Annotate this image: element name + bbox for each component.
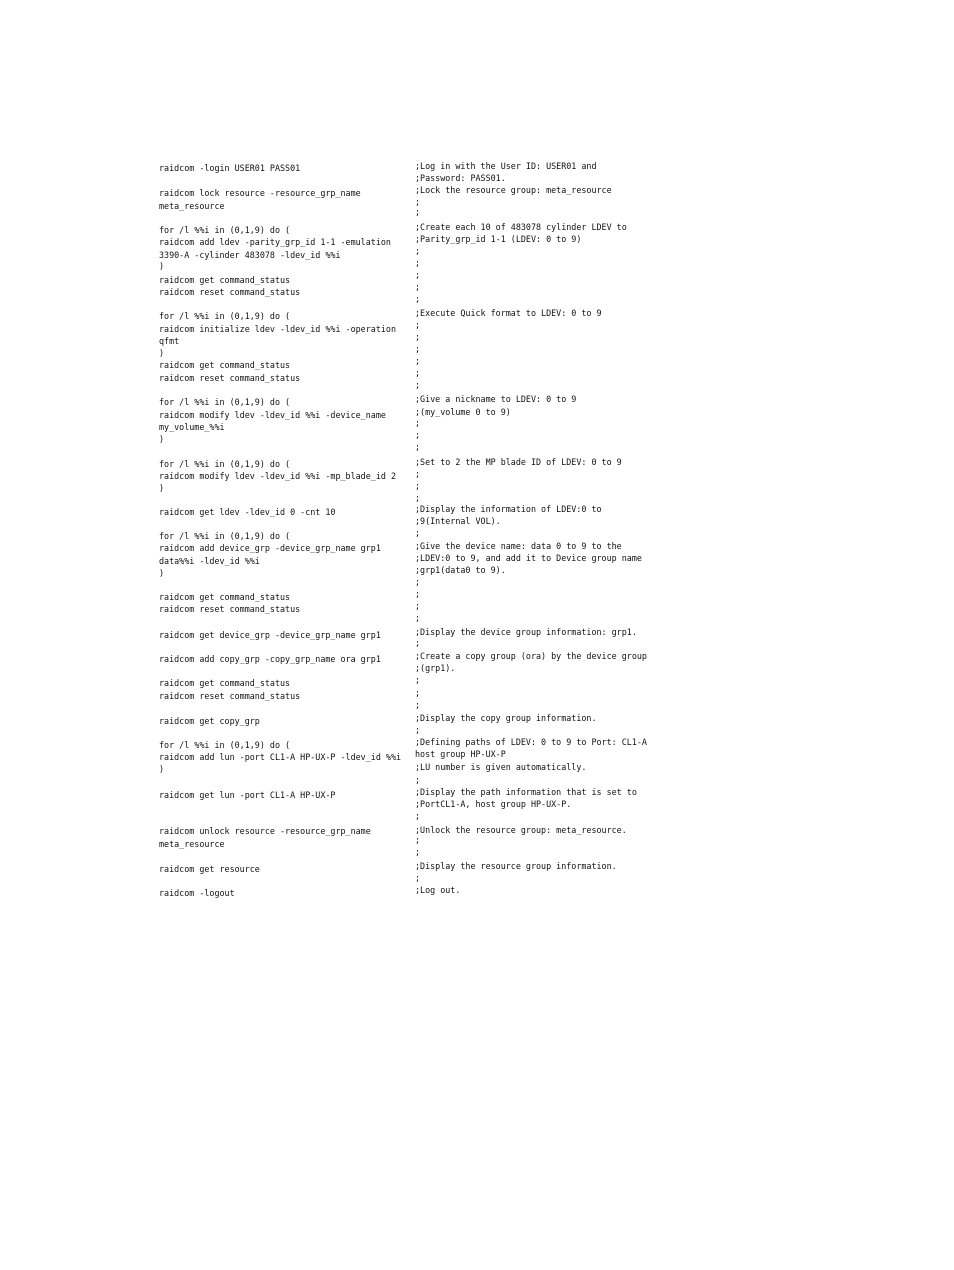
comment-line: ;Display the device group information: grp1. (415, 627, 637, 637)
comment-line: ;Password: PASS01. (415, 173, 506, 183)
script-line: ) (159, 261, 165, 271)
comment-line: ;Execute Quick format to LDEV: 0 to 9 (415, 308, 602, 318)
script-line: raidcom reset command_status (159, 691, 301, 701)
comment-line: ;(grp1). (415, 663, 456, 673)
comment-line: ; (415, 246, 421, 256)
comment-line: ; (415, 430, 421, 440)
comment-line: ; (415, 320, 421, 330)
comment-line: ;Display the information of LDEV:0 to (415, 504, 602, 514)
comment-line: ;Display the path information that is set to (415, 787, 637, 797)
comment-line: ; (415, 811, 421, 821)
comment-line: ; (415, 368, 421, 378)
comment-line: ;LDEV:0 to 9, and add it to Device group name (415, 553, 642, 563)
comment-line: ; (415, 601, 421, 611)
script-line: for /l %%i in (0,1,9) do ( (159, 225, 291, 235)
script-line: raidcom unlock resource -resource_grp_name (159, 826, 371, 836)
comment-line: ; (415, 688, 421, 698)
script-line: ) (159, 434, 165, 444)
script-line: raidcom reset command_status (159, 287, 301, 297)
comment-line: ; (415, 481, 421, 491)
comment-line: ;Defining paths of LDEV: 0 to 9 to Port: CL1-A (415, 737, 647, 747)
script-line: raidcom modify ldev -ldev_id %%i -mp_blade_id 2 (159, 471, 396, 481)
script-line: for /l %%i in (0,1,9) do ( (159, 311, 291, 321)
script-line: raidcom add lun -port CL1-A HP-UX-P -ldev_id %%i (159, 752, 402, 762)
comment-line: ; (415, 725, 421, 735)
comment-line: ;Give the device name: data 0 to 9 to the (415, 541, 622, 551)
comment-line: ;(my_volume 0 to 9) (415, 407, 511, 417)
comment-line: ; (415, 577, 421, 587)
comment-line: ; (415, 332, 421, 342)
script-line: raidcom get command_status (159, 678, 291, 688)
script-line: raidcom initialize ldev -ldev_id %%i -operation (159, 324, 396, 334)
comment-line: ; (415, 356, 421, 366)
comment-line: ;Log out. (415, 885, 461, 895)
comment-line: ; (415, 197, 421, 207)
script-line: my_volume_%%i (159, 422, 225, 432)
script-line: raidcom get ldev -ldev_id 0 -cnt 10 (159, 507, 336, 517)
comment-line: ;Display the copy group information. (415, 713, 597, 723)
script-line: raidcom reset command_status (159, 604, 301, 614)
script-line: raidcom lock resource -resource_grp_name (159, 188, 361, 198)
comment-line: ; (415, 294, 421, 304)
comment-line: ; (415, 418, 421, 428)
comment-line: ;LU number is given automatically. (415, 762, 587, 772)
script-line: raidcom add ldev -parity_grp_id 1-1 -emulation (159, 237, 391, 247)
comment-line: ; (415, 469, 421, 479)
comment-line: ;9(Internal VOL). (415, 516, 501, 526)
comment-line: ; (415, 700, 421, 710)
script-line: ) (159, 568, 165, 578)
comment-line: ; (415, 835, 421, 845)
script-line: data%%i -ldev_id %%i (159, 556, 260, 566)
script-line: ) (159, 348, 165, 358)
script-document (159, 161, 679, 906)
script-line: raidcom -logout (159, 888, 235, 898)
script-line: raidcom get command_status (159, 360, 291, 370)
script-line: raidcom add device_grp -device_grp_name grp1 (159, 543, 381, 553)
comment-line: ;Parity_grp_id 1-1 (LDEV: 0 to 9) (415, 234, 582, 244)
comment-line: ; (415, 270, 421, 280)
script-line: 3390-A -cylinder 483078 -ldev_id %%i (159, 250, 341, 260)
script-line: raidcom modify ldev -ldev_id %%i -device_name (159, 410, 386, 420)
script-line: raidcom get command_status (159, 592, 291, 602)
comment-line: ; (415, 675, 421, 685)
script-line: ) (159, 764, 165, 774)
script-line: qfmt (159, 336, 180, 346)
comment-line: ;Create a copy group (ora) by the device group (415, 651, 647, 661)
comment-line: ; (415, 258, 421, 268)
script-line: for /l %%i in (0,1,9) do ( (159, 459, 291, 469)
comment-line: ; (415, 380, 421, 390)
script-line: raidcom add copy_grp -copy_grp_name ora grp1 (159, 654, 381, 664)
comment-line: ;Log in with the User ID: USER01 and (415, 161, 597, 171)
comment-line: ; (415, 775, 421, 785)
script-line: meta_resource (159, 201, 225, 211)
comment-line: ;Set to 2 the MP blade ID of LDEV: 0 to 9 (415, 457, 622, 467)
comment-line: ; (415, 493, 421, 503)
comment-line: ; (415, 589, 421, 599)
comment-line: ; (415, 442, 421, 452)
script-line: for /l %%i in (0,1,9) do ( (159, 740, 291, 750)
script-line: meta_resource (159, 839, 225, 849)
script-line: raidcom get lun -port CL1-A HP-UX-P (159, 790, 336, 800)
comment-line: ; (415, 344, 421, 354)
script-line: for /l %%i in (0,1,9) do ( (159, 531, 291, 541)
script-line: raidcom -login USER01 PASS01 (159, 163, 301, 173)
script-line: raidcom get command_status (159, 275, 291, 285)
comment-line: ; (415, 638, 421, 648)
comment-line: ; (415, 207, 421, 217)
comment-line: ; (415, 873, 421, 883)
comment-line: ; (415, 528, 421, 538)
script-line: for /l %%i in (0,1,9) do ( (159, 397, 291, 407)
comment-line: ;Give a nickname to LDEV: 0 to 9 (415, 394, 577, 404)
script-line: raidcom get device_grp -device_grp_name grp1 (159, 630, 381, 640)
comment-line: ;Lock the resource group: meta_resource (415, 185, 612, 195)
comment-line: ;Display the resource group information. (415, 861, 617, 871)
comment-line: host group HP-UX-P (415, 749, 506, 759)
comment-line: ; (415, 847, 421, 857)
comment-line: ;grp1(data0 to 9). (415, 565, 506, 575)
comment-line: ;PortCL1-A, host group HP-UX-P. (415, 799, 572, 809)
comment-line: ;Create each 10 of 483078 cylinder LDEV to (415, 222, 627, 232)
script-line: raidcom get resource (159, 864, 260, 874)
script-line: raidcom get copy_grp (159, 716, 260, 726)
script-line: raidcom reset command_status (159, 373, 301, 383)
comment-line: ; (415, 282, 421, 292)
script-line: ) (159, 483, 165, 493)
comment-line: ;Unlock the resource group: meta_resource. (415, 825, 627, 835)
comment-line: ; (415, 613, 421, 623)
